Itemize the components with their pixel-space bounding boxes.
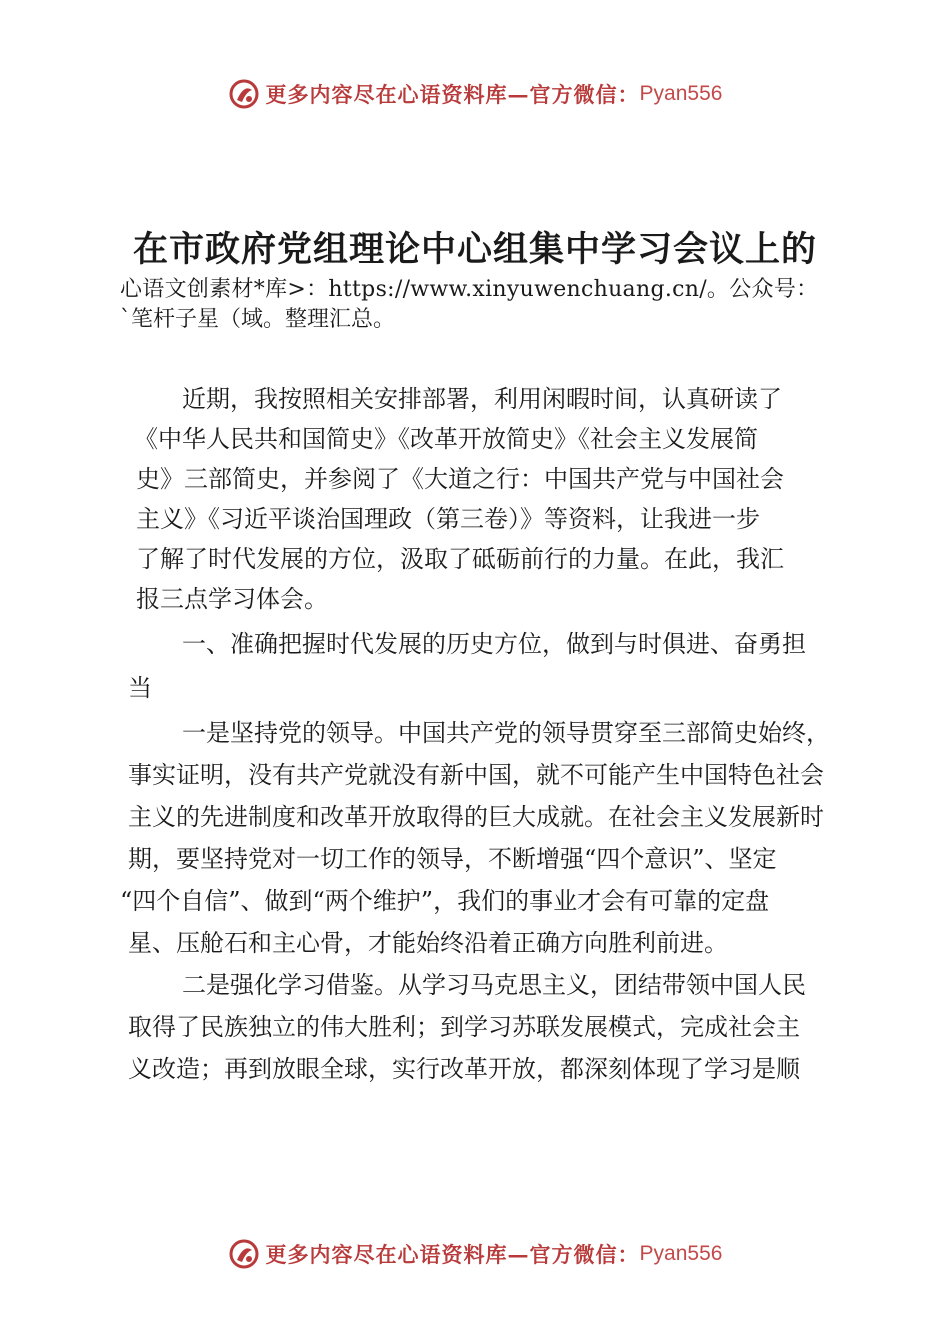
header-banner [0,72,950,116]
banner-text: 更多内容尽在心语资料库—官方微信： [265,1242,640,1267]
body-line: 取得了民族独立的伟大胜利；到学习苏联发展模式，完成社会主 [128,1013,800,1041]
banner-text: 更多内容尽在心语资料库—官方微信： [265,82,640,107]
source-line-1: 心语文创素材*库>：https://www.xinyuwenchuang.cn/。公众号： [120,277,819,302]
section-heading: 当 [128,674,152,702]
body-line: 近期，我按照相关安排部署，利用闲暇时间，认真研读了 [182,385,782,413]
source-line-2: `笔杆子星（域。整理汇总。 [120,307,396,332]
document-title: 在市政府党组理论中心组集中学习会议上的 [132,229,817,270]
brand-logo-icon [228,78,260,110]
body-line: 星、压舱石和主心骨，才能始终沿着正确方向胜利前进。 [128,929,728,957]
body-line: 期，要坚持党对一切工作的领导，不断增强“四个意识”、坚定 [128,845,777,873]
banner-wechat-id: Pyan556 [639,1242,723,1265]
body-line: 主义的先进制度和改革开放取得的巨大成就。在社会主义发展新时 [128,803,824,831]
body-line: 一是坚持党的领导。中国共产党的领导贯穿至三部简史始终， [182,719,830,747]
body-line: “四个自信”、做到“两个维护”，我们的事业才会有可靠的定盘 [120,887,770,915]
brand-logo-icon [228,1238,260,1270]
body-line: 事实证明，没有共产党就没有新中国，就不可能产生中国特色社会 [128,761,824,789]
body-line: 二是强化学习借鉴。从学习马克思主义，团结带领中国人民 [182,971,806,999]
body-line: 主义》《习近平谈治国理政（第三卷）》等资料，让我进一步 [136,505,760,533]
footer-banner [0,1232,950,1276]
banner-wechat-id: Pyan556 [639,82,723,105]
body-line: 义改造；再到放眼全球，实行改革开放，都深刻体现了学习是顺 [128,1055,800,1083]
body-line: 报三点学习体会。 [136,585,328,613]
body-line: 《中华人民共和国简史》《改革开放简史》《社会主义发展简 [134,425,758,453]
body-line: 史》三部简史，并参阅了《大道之行：中国共产党与中国社会 [136,465,784,493]
section-heading: 一、准确把握时代发展的历史方位，做到与时俱进、奋勇担 [182,630,806,658]
body-line: 了解了时代发展的方位，汲取了砥砺前行的力量。在此，我汇 [136,545,784,573]
